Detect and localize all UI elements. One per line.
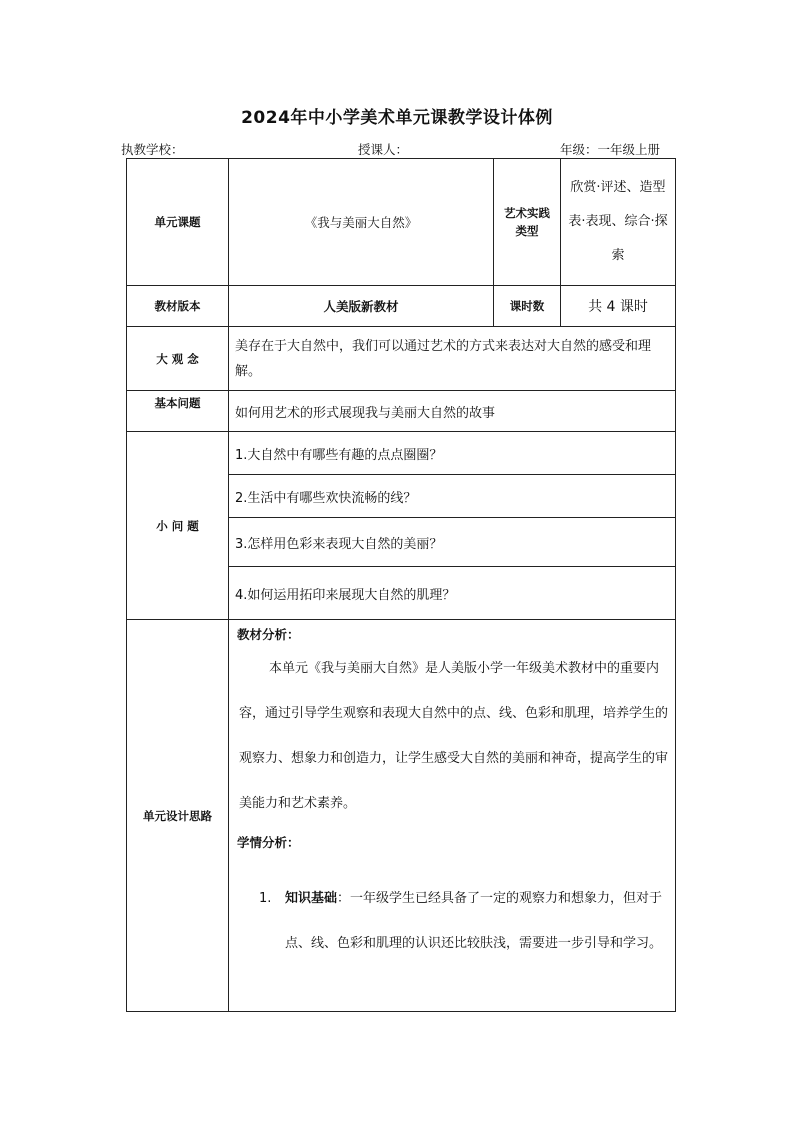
design-content xyxy=(229,620,676,1012)
design-row xyxy=(127,620,676,1012)
small-question-item: 3.怎样用色彩来表现大自然的美丽？ xyxy=(229,518,676,567)
design-label: 单元设计思路 xyxy=(127,620,229,1012)
small-question-item: 2.生活中有哪些欢快流畅的线？ xyxy=(229,475,676,518)
unit-topic-label: 单元课题 xyxy=(127,159,229,286)
basic-question-value: 如何用艺术的形式展现我与美丽大自然的故事 xyxy=(229,391,676,432)
lesson-design-table xyxy=(126,158,676,1012)
big-idea-label: 大 观 念 xyxy=(127,327,229,391)
student-analysis-item xyxy=(237,876,669,966)
hours-label: 课时数 xyxy=(494,286,561,327)
big-idea-row xyxy=(127,327,676,391)
basic-question-label: 基本问题 xyxy=(127,391,229,432)
textbook-label: 教材版本 xyxy=(127,286,229,327)
textbook-row xyxy=(127,286,676,327)
practice-type-label: 艺术实践类型 xyxy=(494,159,561,286)
item-text: ：一年级学生已经具备了一定的观察力和想象力，但对于点、线、色彩和肌理的认识还比较肤浅，需要进一步引导和学习。 xyxy=(285,891,663,951)
small-question-row xyxy=(127,432,676,475)
item-keyword: 知识基础 xyxy=(285,891,338,906)
student-analysis-heading: 学情分析： xyxy=(237,835,300,850)
textbook-analysis-heading: 教材分析： xyxy=(237,627,300,642)
school-field: 执教学校： xyxy=(121,142,184,157)
basic-question-row xyxy=(127,391,676,432)
teacher-field: 授课人： xyxy=(358,142,409,157)
small-question-item: 1.大自然中有哪些有趣的点点圈圈？ xyxy=(229,432,676,475)
page-title: 2024年中小学美术单元课教学设计体例 xyxy=(241,108,553,128)
small-question-item: 4.如何运用拓印来展现大自然的肌理？ xyxy=(229,567,676,620)
practice-type-value: 欣赏·评述、造型表·表现、综合·探索 xyxy=(561,159,676,286)
big-idea-value: 美存在于大自然中，我们可以通过艺术的方式来表达对大自然的感受和理解。 xyxy=(229,327,676,391)
textbook-value: 人美版新教材 xyxy=(229,286,494,327)
unit-topic-value: 《我与美丽大自然》 xyxy=(229,159,494,286)
hours-value: 共 4 课时 xyxy=(561,286,676,327)
small-questions-label: 小 问 题 xyxy=(127,432,229,620)
textbook-analysis-text: 本单元《我与美丽大自然》是人美版小学一年级美术教材中的重要内容，通过引导学生观察和表现大自然中的点、线、色彩和肌理，培养学生的观察力、想象力和创造力，让学生感受大自然的美丽和神奇，提高学生的审美能力和艺术素养。 xyxy=(239,661,669,811)
grade-field: 年级：一年级上册 xyxy=(560,142,661,157)
unit-topic-row xyxy=(127,159,676,286)
item-body xyxy=(285,876,669,966)
item-number: 1. xyxy=(259,891,272,906)
